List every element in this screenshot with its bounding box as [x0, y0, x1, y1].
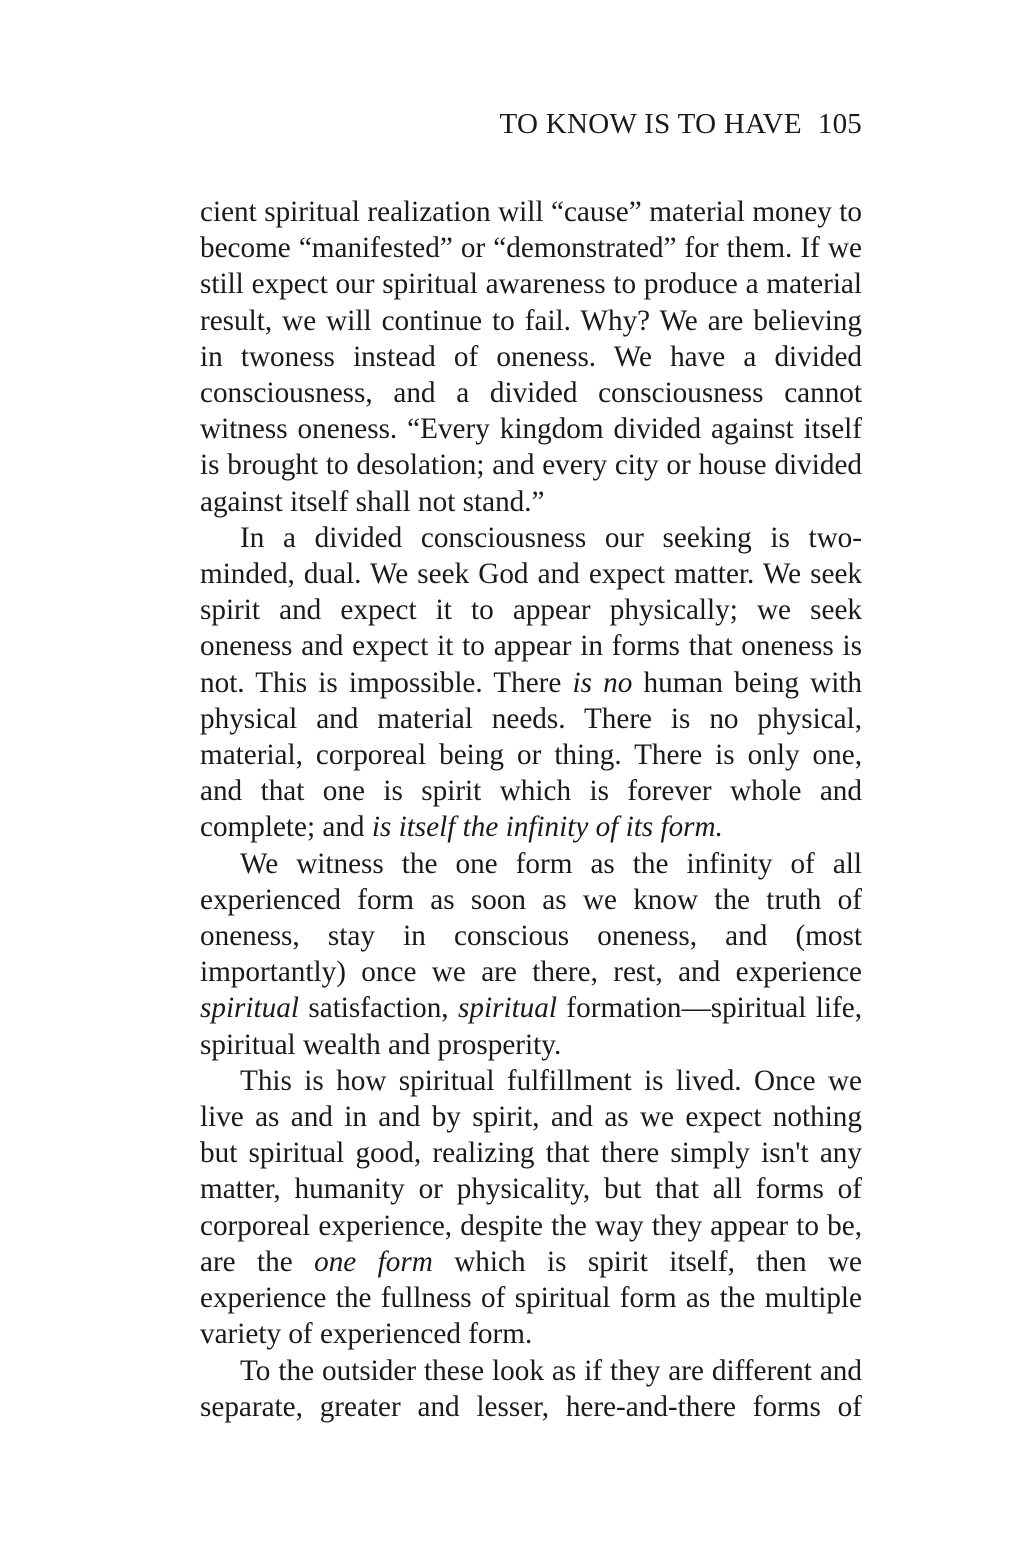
paragraph-4-text-a: This is how spiritual fulfillment is lived. Once we live as and in and by spirit, and as we expect nothing but spiritual good, realizing that there simply isn't any matter, humanity or physicality, but that all forms of corporeal experience, despite the way they appear to be, are the — [200, 1064, 862, 1278]
paragraph-3 — [200, 846, 862, 1063]
running-title: TO KNOW IS TO HAVE — [499, 108, 802, 140]
paragraph-3-emphasis-2: spiritual — [458, 992, 557, 1025]
paragraph-2 — [200, 520, 862, 846]
paragraph-3-text-a: We witness the one form as the infinity of all experienced form as soon as we know the truth of oneness, stay in conscious oneness, and (most importantly) once we are there, rest, and experience — [200, 847, 862, 989]
paragraph-3-emphasis-1: spiritual — [200, 992, 299, 1025]
paragraph-5-text: To the outsider these look as if they are different and separate, greater and lesser, here-and-there forms of — [200, 1354, 862, 1423]
paragraph-1-text: cient spiritual realization will “cause” material money to become “manifested” or “demonstrated” for them. If we still expect our spiritual awareness to produce a material result, we will continue to fail. Why? We are believing in twoness instead of oneness. We have a divided consciousness, and a divided consciousness cannot witness oneness. “Every kingdom divided against itself is brought to desolation; and every city or house divided against itself shall not stand.” — [200, 196, 862, 518]
paragraph-5 — [200, 1353, 862, 1425]
running-head — [200, 104, 862, 144]
paragraph-2-text-a: In a divided consciousness our seeking is two-minded, dual. We seek God and expect matter. We seek spirit and expect it to appear physically; we seek oneness and expect it to appear in forms that oneness is not. This is impossible. There — [200, 521, 862, 699]
body-text — [200, 194, 862, 1425]
paragraph-2-text-b: human being with physical and material needs. There is no physical, material, corporeal being or thing. There is only one, and that one is spirit which is forever whole and complete; and — [200, 666, 863, 844]
paragraph-1 — [200, 194, 862, 520]
paragraph-2-emphasis-2: is itself the infinity of its form. — [371, 811, 723, 844]
page-number: 105 — [817, 108, 862, 140]
paragraph-3-text-c: formation—spiritual life, spiritual wealth and prosperity. — [200, 992, 862, 1061]
paragraph-2-emphasis-1: is no — [572, 666, 633, 699]
paragraph-4-text-b: which is spirit itself, then we experience the fullness of spiritual form as the multiple variety of experienced form. — [200, 1245, 862, 1351]
paragraph-3-text-b: satisfaction, — [298, 992, 459, 1025]
paragraph-4-emphasis-1: one form — [314, 1245, 433, 1278]
paragraph-4 — [200, 1063, 862, 1353]
